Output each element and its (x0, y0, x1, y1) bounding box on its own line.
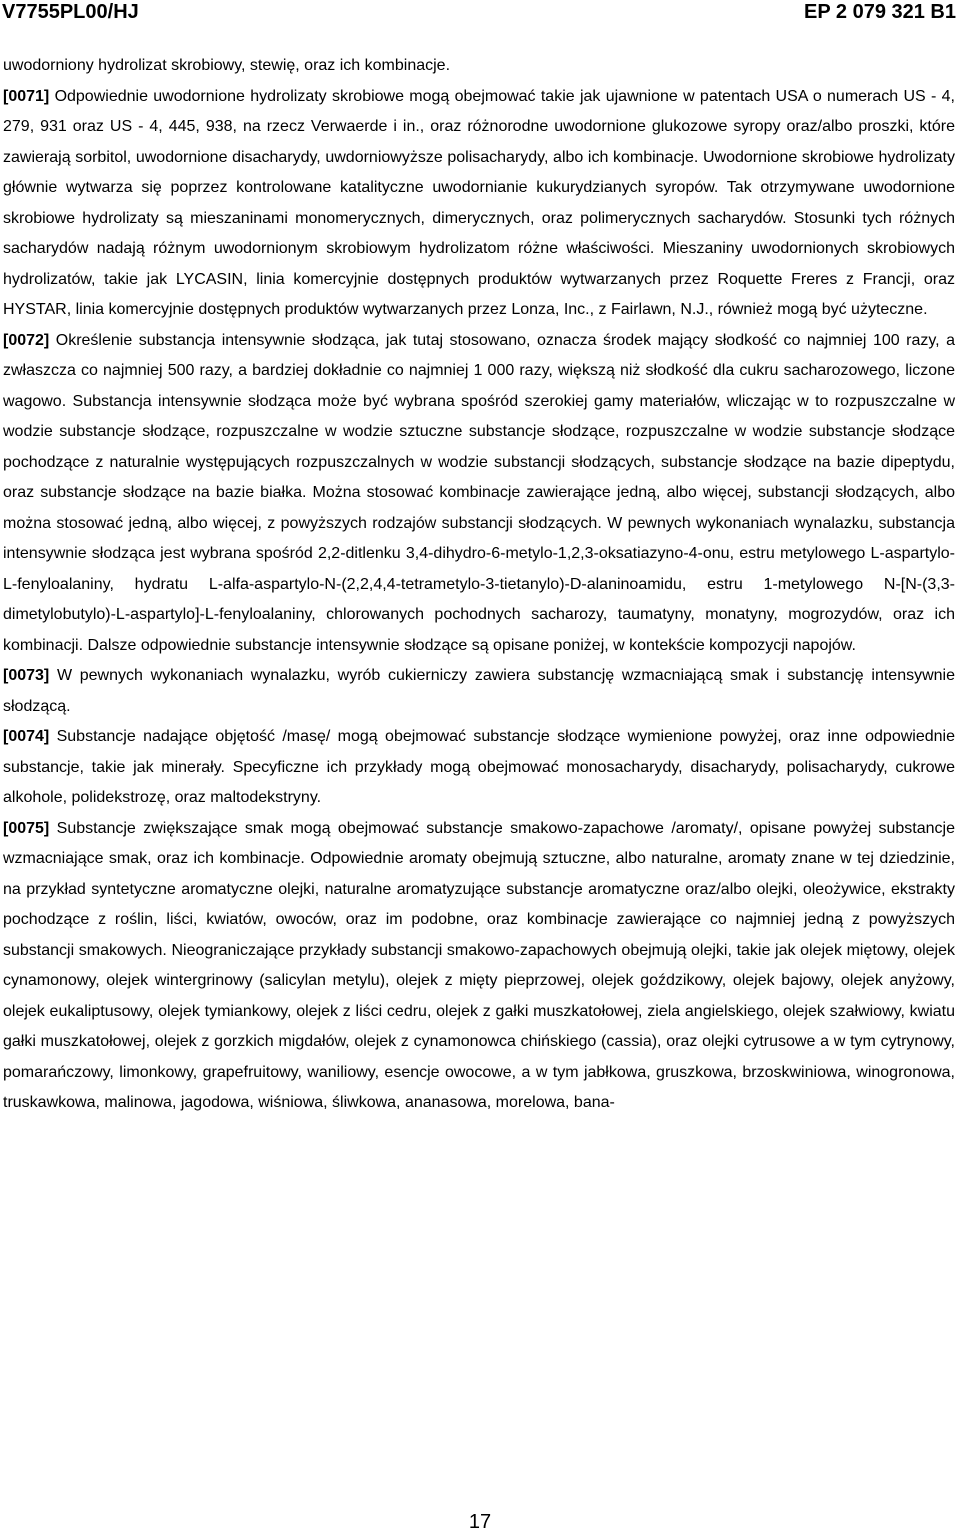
page-header (0, 0, 960, 26)
patent-number: EP 2 079 321 B1 (804, 1, 956, 23)
page-footer (0, 1510, 960, 1534)
paragraph-text: Substancje nadające objętość /masę/ mogą obejmować substancje słodzące wymienione powyżej, oraz inne odpowiednie substancje, takie jak minerały. Specyficzne ich przykłady mogą obejmować monosacharydy, disacharydy, polisacharydy, cukrowe alkohole, polidekstrozę, oraz maltodekstryny. (3, 728, 955, 806)
paragraph-0071 (3, 82, 955, 326)
paragraph-continuation (3, 51, 955, 82)
paragraph-text: Określenie substancja intensywnie słodząca, jak tutaj stosowano, oznacza środek mający słodkość co najmniej 100 razy, a zwłaszcza co najmniej 500 razy, a bardziej dokładnie co najmniej 1 000 razy, większą niż słodkość dla cukru sacharozowego, liczone wagowo. Substancja intensywnie słodząca może być wybrana spośród szerokiej gamy materiałów, wliczając w to rozpuszczalne w wodzie substancje słodzące, rozpuszczalne w wodzie sztuczne substancje słodzące, rozpuszczalne w wodzie substancje słodzące pochodzące z naturalnie występujących rozpuszczalnych w wodzie substancji słodzących, substancje słodzące na bazie dipeptydu, oraz substancje słodzące na bazie białka. Można stosować kombinacje zawierające jedną, albo więcej, substancji słodzących, albo można stosować jedną, albo więcej, z powyższych rodzajów substancji słodzących. W pewnych wykonaniach wynalazku, substancja intensywnie słodząca jest wybrana spośród 2,2-ditlenku 3,4-dihydro-6-metylo-1,2,3-oksatiazyno-4-onu, estru metylowego L-aspartylo-L-fenyloalaniny, hydratu L-alfa-aspartylo-N-(2,2,4,4-tetrametylo-3-tietanylo)-D-alaninoamidu, estru 1-metylowego N-[N-(3,3-dimetylobutylo)-L-aspartylo]-L-fenyloalaniny, chlorowanych pochodnych sacharozy, taumatyny, monatyny, mogrozydów, oraz ich kombinacji. Dalsze odpowiednie substancje intensywnie słodzące są opisane poniżej, w kontekście kompozycji napojów. (3, 331, 955, 654)
paragraph-0073 (3, 661, 955, 722)
paragraph-0072 (3, 326, 955, 662)
paragraph-0074 (3, 722, 955, 814)
page-number: 17 (468, 1511, 492, 1533)
paragraph-number: [0073] (3, 667, 50, 684)
paragraph-number: [0075] (3, 819, 50, 837)
paragraph-number: [0074] (3, 728, 50, 745)
paragraph-0075 (3, 814, 955, 1119)
paragraph-text: uwodorniony hydrolizat skrobiowy, stewię, oraz ich kombinacje. (3, 57, 451, 74)
paragraph-number: [0071] (3, 87, 50, 105)
paragraph-number: [0072] (3, 331, 50, 349)
paragraph-text: W pewnych wykonaniach wynalazku, wyrób cukierniczy zawiera substancję wzmacniającą smak i substancję intensywnie słodzącą. (3, 667, 955, 715)
paragraph-text: Substancje zwiększające smak mogą obejmować substancje smakowo-zapachowe /aromaty/, opisane powyżej substancje wzmacniające smak, oraz ich kombinacje. Odpowiednie aromaty obejmują sztuczne, albo naturalne, aromaty znane w tej dziedzinie, na przykład syntetyczne aromatyczne olejki, naturalne aromatyzujące substancje aromatyczne oraz/albo olejki, oleożywice, ekstrakty pochodzące z roślin, liści, kwiatów, owoców, oraz im podobne, oraz kombinacje zawierające co najmniej jedną z powyższych substancji smakowych. Nieograniczające przykłady substancji smakowo-zapachowych obejmują olejki, takie jak olejek miętowy, olejek cynamonowy, olejek wintergrinowy (salicylan metylu), olejek z mięty pieprzowej, olejek goździkowy, olejek bajowy, olejek anyżowy, olejek eukaliptusowy, olejek tymiankowy, olejek z liści cedru, olejek z gałki muszkatołowej, ziela angielskiego, olejek szałwiowy, kwiatu gałki muszkatołowej, olejek z gorzkich migdałów, olejek z cynamonowca chińskiego (cassia), oraz olejki cytrusowe a w tym cytrynowy, pomarańczowy, limonkowy, grapefruitowy, waniliowy, esencje owocowe, a w tym jabłkowa, gruszkowa, brzoskwiniowa, winogronowa, truskawkowa, malinowa, jagodowa, wiśniowa, śliwkowa, ananasowa, morelowa, bana- (3, 819, 956, 1111)
document-body (3, 51, 955, 1119)
paragraph-text: Odpowiednie uwodornione hydrolizaty skrobiowe mogą obejmować takie jak ujawnione w patentach USA o numerach US - 4, 279, 931 oraz US - 4, 445, 938, na rzecz Verwaerde i in., oraz różnorodne uwodornione glukozowe syropy oraz/albo proszki, które zawierają sorbitol, uwodornione disacharydy, uwdorniowyższe polisacharydy, albo ich kombinacje. Uwodornione skrobiowe hydrolizaty głównie wytwarza się poprzez kontrolowane katalityczne uwodornianie kukurydzianych syropów. Tak otrzymywane uwodornione skrobiowe hydrolizaty są mieszaninami monomerycznych, dimerycznych, oraz polimerycznych sacharydów. Stosunki tych różnych sacharydów nadają różnym uwodornionym skrobiowym hydrolizatom różne właściwości. Mieszaniny uwodornionych skrobiowych hydrolizatów, takie jak LYCASIN, linia komercyjnie dostępnych produktów wytwarzanych przez Roquette Freres z Francji, oraz HYSTAR, linia komercyjnie dostępnych produktów wytwarzanych przez Lonza, Inc., z Fairlawn, N.J., również mogą być użyteczne. (3, 87, 955, 318)
document-id: V7755PL00/HJ (2, 1, 139, 23)
